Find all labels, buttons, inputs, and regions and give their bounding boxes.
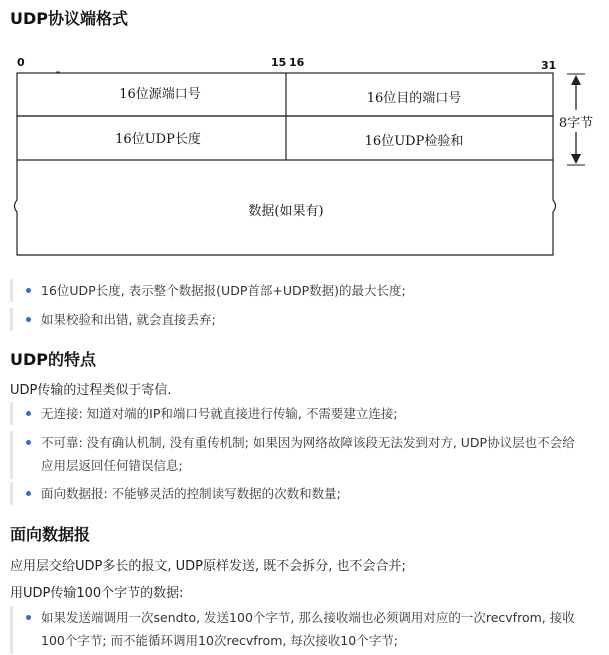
cell-src-port: 16位源端口号 [119,87,201,102]
udp-intro-text: UDP传输的过程类似于寄信. [10,383,172,398]
list-item-text: 如果发送端调用一次sendto, 发送100个字节, 那么接收端也必须调用对应的一次recvfrom, 接收 [41,610,575,625]
list-item [10,402,602,425]
row-length-checksum [17,116,553,160]
cell-data: 数据(如果有) [248,204,324,219]
list-item [10,308,602,331]
list-item-text: 16位UDP长度, 表示整个数据报(UDP首部+UDP数据)的最大长度; [41,283,406,298]
section-title-udp-format: UDP协议端格式 [10,9,129,28]
cell-length: 16位UDP长度 [115,132,201,147]
bullet-dot-icon [26,615,31,620]
list-item-text: 不可靠: 没有确认机制, 没有重传机制; 如果因为网络故障该段无法发到对方, UDP协议层也不会给 [41,435,575,450]
bullet-dot-icon [26,317,31,322]
cell-checksum: 16位UDP检验和 [364,134,464,149]
list-item [10,482,602,505]
bullet-dot-icon [26,491,31,496]
bullet-dot-icon [26,288,31,293]
list-item [10,431,602,479]
bit-label-16: 16 [289,56,305,69]
list-item-text: 如果校验和出错, 就会直接丢弃; [41,312,216,327]
list-item-text-continued: 应用层返回任何错误信息; [41,458,183,473]
list-item [10,606,602,654]
datagram-para-1: 应用层交给UDP多长的报文, UDP原样发送, 既不会拆分, 也不会合并; [10,559,406,574]
section-title-udp-features: UDP的特点 [10,350,97,369]
udp-header-diagram [0,40,609,270]
bit-label-15: 15 [271,56,287,69]
row-ports [17,73,553,116]
datagram-para-2: 用UDP传输100个字节的数据: [10,586,184,601]
arrow-up-icon [571,75,581,85]
bit-label-0: 0 [17,56,25,69]
bullet-dot-icon [26,411,31,416]
bit-label-31: 31 [541,59,557,72]
header-size-label: 8字节 [558,116,594,131]
section-title-datagram: 面向数据报 [10,525,91,544]
bullet-dot-icon [26,440,31,445]
udp-header-svg [0,40,609,270]
list-item-text: 无连接: 知道对端的IP和端口号就直接进行传输, 不需要建立连接; [41,406,398,421]
list-item-text-continued: 100个字节; 而不能循环调用10次recvfrom, 每次接收10个字节; [41,633,398,648]
cell-dst-port: 16位目的端口号 [366,91,462,106]
arrow-down-icon [571,154,581,164]
list-item-text: 面向数据报: 不能够灵活的控制读写数据的次数和数量; [41,486,341,501]
list-item [10,279,602,302]
